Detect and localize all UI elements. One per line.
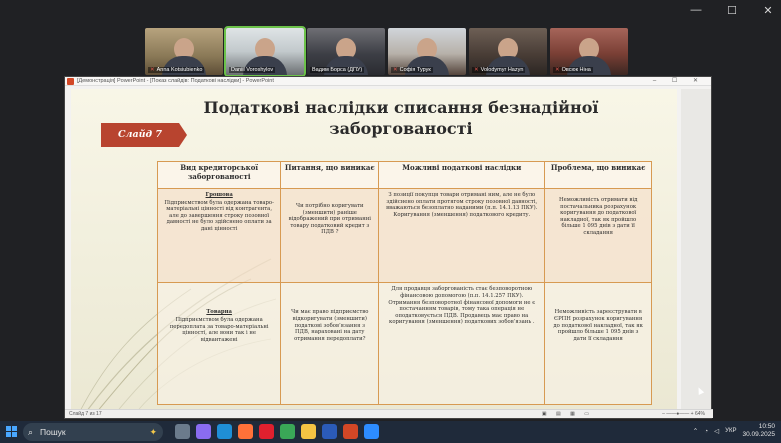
widgets-icon[interactable]: [175, 424, 190, 439]
mic-muted-icon: ✕: [555, 67, 560, 73]
table-header-row: [158, 162, 652, 189]
chevron-up-icon[interactable]: ⌃: [692, 428, 699, 435]
status-bar: [65, 409, 713, 418]
powerpoint-title: [Демонстрація] PowerPoint - [Показ слайдів: Податкові наслідки] - PowerPoint: [77, 78, 274, 84]
table-header: Проблема, що виникає: [545, 162, 652, 189]
minimize-button[interactable]: —: [690, 4, 702, 16]
cell-text: Підприємством була одержана передоплата за товаро-матеріальні цінності, але вони так і не відвантажені: [169, 317, 269, 343]
view-buttons[interactable]: ▣ ▤ ▦ ▭: [541, 411, 593, 417]
table-cell: [379, 283, 545, 405]
participant-tile[interactable]: [469, 28, 547, 75]
participant-tile-active[interactable]: [226, 28, 304, 75]
firefox-icon[interactable]: [238, 424, 253, 439]
participant-name: [391, 67, 433, 73]
table-row: [158, 189, 652, 283]
mic-muted-icon: ✕: [474, 67, 479, 73]
powerpoint-window-controls[interactable]: – ☐ ✕: [652, 78, 705, 84]
cell-text: З позиції покупця товари отримані ним, але не було здійснено оплати протягом строку позовної давності, вважаються безоплатно наданими (п.п. 14.1.13 ПКУ). Коригування (зменшення) податкового кредиту.: [386, 192, 538, 218]
participant-name: [310, 67, 364, 73]
search-placeholder: Пошук: [40, 427, 66, 437]
window-controls: [689, 4, 775, 17]
table-header: Питання, що виникає: [281, 162, 379, 189]
start-button[interactable]: [6, 426, 17, 437]
mic-muted-icon: ✕: [150, 67, 155, 73]
copilot-icon[interactable]: [196, 424, 211, 439]
participant-name: [472, 67, 525, 73]
slide: [71, 89, 677, 411]
participant-name-text: Daniil Voroshylov: [231, 67, 274, 73]
wifi-icon[interactable]: ◔: [704, 427, 709, 435]
table-cell: [379, 189, 545, 283]
participant-strip: [145, 28, 628, 75]
slide-area: [71, 89, 677, 411]
slide-counter: Слайд 7 из 17: [69, 411, 102, 417]
cell-heading: Грошова: [205, 192, 233, 199]
system-tray: [693, 423, 775, 439]
participant-name-text: Софія Турук: [399, 67, 431, 73]
table-header: Можливі податкові наслідки: [379, 162, 545, 189]
table-cell: [281, 189, 379, 283]
explorer-icon[interactable]: [301, 424, 316, 439]
participant-tile[interactable]: [145, 28, 223, 75]
participant-name: [229, 67, 275, 73]
participant-tile[interactable]: [550, 28, 628, 75]
sparkle-icon: ✦: [149, 427, 157, 437]
maximize-button[interactable]: ☐: [727, 5, 737, 17]
participant-tile[interactable]: [388, 28, 466, 75]
table-cell: [281, 283, 379, 405]
clock-date: 30.09.2025: [742, 431, 775, 438]
volume-icon[interactable]: ◁: [714, 428, 720, 435]
cell-text: Для продавця заборгованість стає безповоротною фінансовою допомогою (п.п. 14.1.257 ПКУ). Отримання безповоротної фінансової допомоги не є постачанням товарів, тому така операція не оподатковується ПДВ. Продавець має право на коригування (зменшення) податкових зобов’язань .: [388, 286, 536, 326]
close-button[interactable]: ✕: [763, 5, 773, 17]
cell-text: Підприємством була одержана товаро-матеріальні цінності від контрагента, але до завершення строку позовної давності не було здійснено оплати за дані цінності: [164, 199, 274, 233]
cell-text: Чи має право підприємство відкоригувати (зменшити) податкові зобов’язання з ПДВ, нараховані на дату отримання передоплати?: [291, 309, 369, 342]
table-cell: [545, 189, 652, 283]
slide-side-panel: [681, 89, 711, 411]
zoom-icon[interactable]: [364, 424, 379, 439]
opera-icon[interactable]: [259, 424, 274, 439]
mic-muted-icon: ✕: [393, 67, 398, 73]
slide-number-badge: Слайд 7: [101, 123, 179, 147]
slide-table: [157, 161, 652, 405]
slide-title-line1: Податкові наслідки списання безнадійної: [203, 98, 599, 117]
slide-title-line2: заборгованості: [329, 119, 473, 138]
participant-tile[interactable]: [307, 28, 385, 75]
participant-name-text: Вадим Борса (ДПУ): [312, 67, 363, 73]
search-box[interactable]: [23, 423, 163, 441]
cell-heading: Товарна: [206, 309, 232, 316]
table-row: [158, 283, 652, 405]
cell-text: Неможливість отримати від постачальника розрахунок коригування до податкової накладної, так як пройшло більше 1 095 днів з дати її складання: [558, 197, 638, 237]
clock-time: 10:50: [758, 423, 775, 430]
edge-icon[interactable]: [217, 424, 232, 439]
table-header: Вид кредиторської заборгованості: [158, 162, 281, 189]
table-cell: [545, 283, 652, 405]
word-icon[interactable]: [322, 424, 337, 439]
slide-title: [191, 97, 611, 139]
participant-name-text: Овсюк Ніна: [561, 67, 591, 73]
table-cell: [158, 189, 281, 283]
cell-text: Неможливість зареєструвати в ЄРПН розрахунок коригування до податкової накладної, так як пройшло більше 1 095 днів з дати її складання: [553, 309, 643, 342]
participant-name: [148, 67, 204, 73]
chrome-icon[interactable]: [280, 424, 295, 439]
taskbar: [0, 421, 781, 443]
participant-name: [553, 67, 593, 73]
powerpoint-titlebar: [65, 77, 711, 86]
table-cell: [158, 283, 281, 405]
clock[interactable]: [742, 423, 775, 439]
search-icon: ⌕: [28, 427, 34, 437]
powerpoint-logo-icon: [67, 78, 74, 85]
powerpoint-icon[interactable]: [343, 424, 358, 439]
taskbar-apps: [175, 424, 379, 439]
participant-name-text: Anna Kotsiubienko: [156, 67, 203, 73]
language-indicator[interactable]: УКР: [725, 428, 737, 434]
cell-text: Чи потрібно коригувати (зменшити) раніше відображений при отриманні товару податковий кредит з ПДВ ?: [288, 203, 371, 236]
powerpoint-window: [64, 76, 712, 419]
participant-name-text: Volodymyr Hazyn: [480, 67, 524, 73]
zoom-slider[interactable]: – ——●—— + 64%: [662, 411, 705, 417]
